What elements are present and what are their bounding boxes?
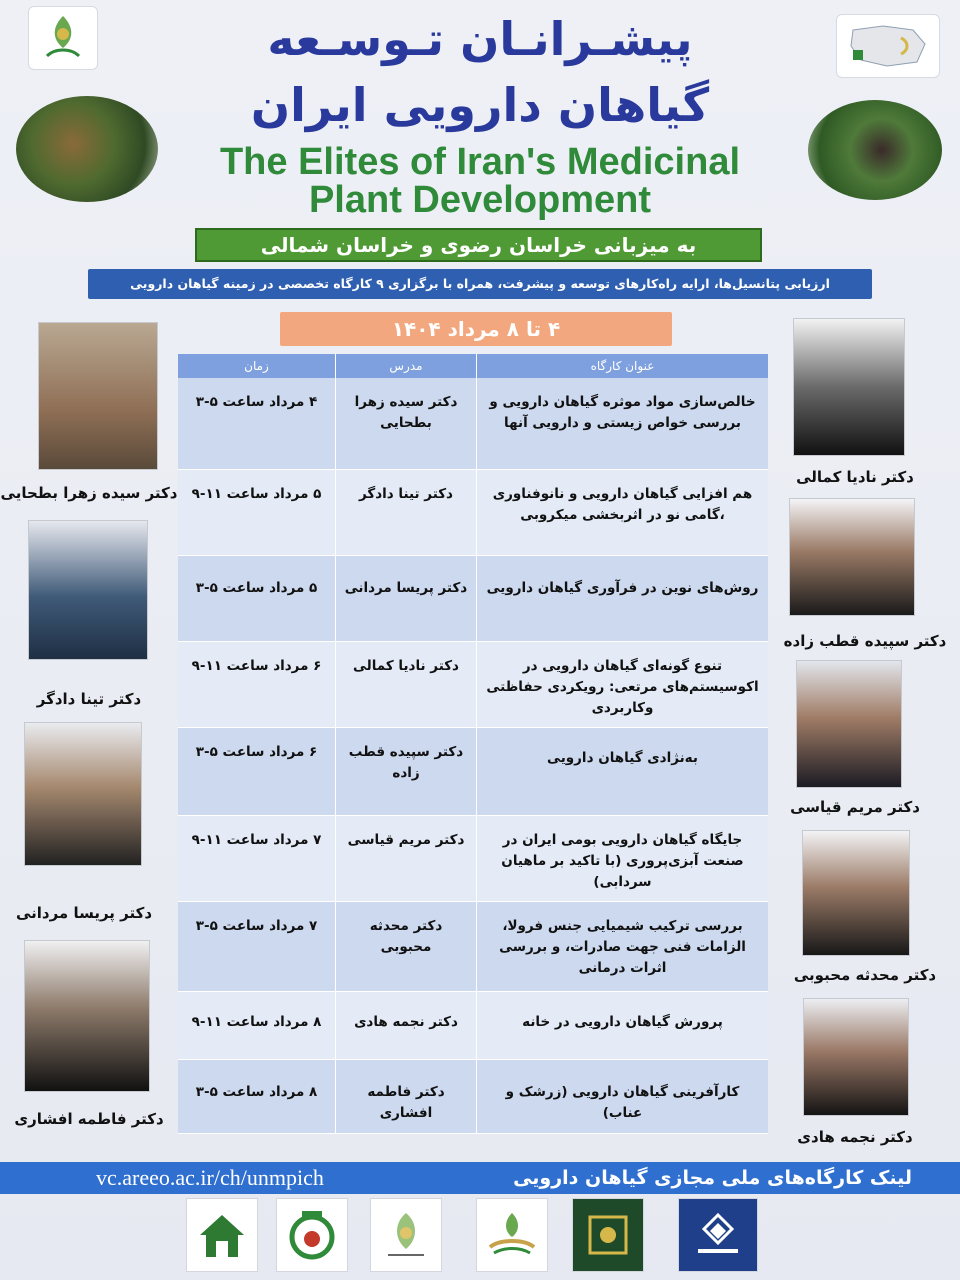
hakim-sabzevari-university-logo-icon <box>678 1198 758 1272</box>
row-time: ۶ مرداد ساعت ۵-۳ <box>195 744 318 760</box>
row-time: ۷ مرداد ساعت ۱۱-۹ <box>191 832 322 848</box>
table-row <box>178 378 768 470</box>
description-banner: ارزیابی پتانسیل‌ها، ارایه راه‌کارهای توسعه و پیشرفت، همراه با برگزاری ۹ کارگاه تخصصی در زمینه گیاهان دارویی <box>88 269 872 299</box>
row-title: روش‌های نوین در فرآوری گیاهان دارویی <box>476 556 768 641</box>
row-teacher: دکتر محدثه محبوبی <box>335 902 476 991</box>
table-row <box>178 556 768 642</box>
row-teacher: دکتر مریم قیاسی <box>335 816 476 901</box>
person-name: دکتر تینا دادگر <box>36 690 142 708</box>
table-row <box>178 470 768 556</box>
person-name: دکتر پریسا مردانی <box>15 904 153 922</box>
table-header <box>178 354 768 378</box>
row-time: ۷ مرداد ساعت ۵-۳ <box>195 918 318 934</box>
table-row <box>178 992 768 1060</box>
title-persian-line2: گیاهان دارویی ایران <box>250 78 710 132</box>
header-teacher: مدرس <box>335 354 476 378</box>
jahad-keshavarzi-logo-icon <box>572 1198 644 1272</box>
table-row <box>178 902 768 992</box>
heritage-house-logo-icon <box>186 1198 258 1272</box>
person-name: دکتر محدثه محبوبی <box>793 966 937 984</box>
link-bar <box>0 1162 960 1194</box>
photo-ghiasi <box>796 660 902 788</box>
row-time: ۸ مرداد ساعت ۱۱-۹ <box>191 1014 322 1030</box>
title-english-line1: The Elites of Iran's Medicinal <box>219 141 741 183</box>
person-name: دکتر سیده زهرا بطحایی <box>0 484 178 502</box>
plant-irrigation-image <box>808 100 942 200</box>
host-banner: به میزبانی خراسان رضوی و خراسان شمالی <box>195 228 762 262</box>
row-time: ۵ مرداد ساعت ۱۱-۹ <box>191 486 322 502</box>
hands-leaf-logo-icon <box>476 1198 548 1272</box>
row-time: ۵ مرداد ساعت ۵-۳ <box>195 580 318 596</box>
person-name: دکتر نجمه هادی <box>797 1128 913 1146</box>
header-title: عنوان کارگاه <box>476 354 768 378</box>
photo-kamali <box>793 318 905 456</box>
row-time: ۴ مرداد ساعت ۵-۳ <box>195 394 318 410</box>
title-english-line2: Plant Development <box>308 179 652 221</box>
row-teacher: دکتر نادیا کمالی <box>335 642 476 727</box>
table-row <box>178 1060 768 1134</box>
header-time: زمان <box>244 359 269 373</box>
herbal-oil-image <box>16 96 158 202</box>
left-top-logo-icon <box>28 6 98 70</box>
photo-hadi <box>803 998 909 1116</box>
table-row <box>178 642 768 728</box>
photo-bathaei <box>38 322 158 470</box>
photo-mahboubi <box>802 830 910 956</box>
row-teacher: دکتر فاطمه افشاری <box>335 1060 476 1133</box>
photo-ghotbzadeh <box>789 498 915 616</box>
photo-mardani <box>24 722 142 866</box>
photo-afshari <box>24 940 150 1092</box>
photo-dadgar <box>28 520 148 660</box>
green-circle-logo-icon <box>276 1198 348 1272</box>
date-range-banner: ۴ تا ۸ مرداد ۱۴۰۴ <box>280 312 672 346</box>
row-teacher: دکتر تینا دادگر <box>335 470 476 555</box>
row-title: بررسی ترکیب شیمیایی جنس فرولا، الزامات فنی جهت صادرات، و بررسی اثرات درمانی <box>476 902 768 991</box>
iran-map-logo-icon <box>836 14 940 78</box>
row-time: ۶ مرداد ساعت ۱۱-۹ <box>191 658 322 674</box>
workshop-link-label: لینک کارگاه‌های ملی مجازی گیاهان دارویی <box>513 1167 912 1189</box>
row-teacher: دکتر سپیده قطب زاده <box>335 728 476 815</box>
row-title: هم افزایی گیاهان دارویی و نانوفناوری ،گامی نو در اثربخشی میکروبی <box>476 470 768 555</box>
row-time: ۸ مرداد ساعت ۵-۳ <box>195 1084 318 1100</box>
medicinal-plant-society-logo-icon <box>370 1198 442 1272</box>
person-name: دکتر فاطمه افشاری <box>14 1110 164 1128</box>
row-title: جایگاه گیاهان دارویی بومی ایران در صنعت آبزی‌پروری (با تاکید بر ماهیان سردابی) <box>476 816 768 901</box>
row-title: به‌نژادی گیاهان دارویی <box>476 728 768 815</box>
row-title: تنوع گونه‌ای گیاهان دارویی در اکوسیستم‌های مرتعی: رویکردی حفاظتی وکاربردی <box>476 642 768 727</box>
row-title: کارآفرینی گیاهان دارویی (زرشک و عناب) <box>476 1060 768 1133</box>
row-teacher: دکتر پریسا مردانی <box>335 556 476 641</box>
table-row <box>178 816 768 902</box>
person-name: دکتر مریم قیاسی <box>790 798 920 816</box>
person-name: دکتر سپیده قطب زاده <box>783 632 947 650</box>
workshop-link-url[interactable]: vc.areeo.ac.ir/ch/unmpich <box>96 1165 324 1190</box>
person-name: دکتر نادیا کمالی <box>796 468 914 486</box>
row-teacher: دکتر سیده زهرا بطحایی <box>335 378 476 469</box>
row-title: پرورش گیاهان دارویی در خانه <box>476 992 768 1059</box>
table-row <box>178 728 768 816</box>
row-teacher: دکتر نجمه هادی <box>335 992 476 1059</box>
title-persian-line1: پیشـرانـان تـوسـعه <box>267 12 693 66</box>
workshop-table <box>178 354 768 1138</box>
row-title: خالص‌سازی مواد موثره گیاهان دارویی و بررسی خواص زیستی و دارویی آنها <box>476 378 768 469</box>
